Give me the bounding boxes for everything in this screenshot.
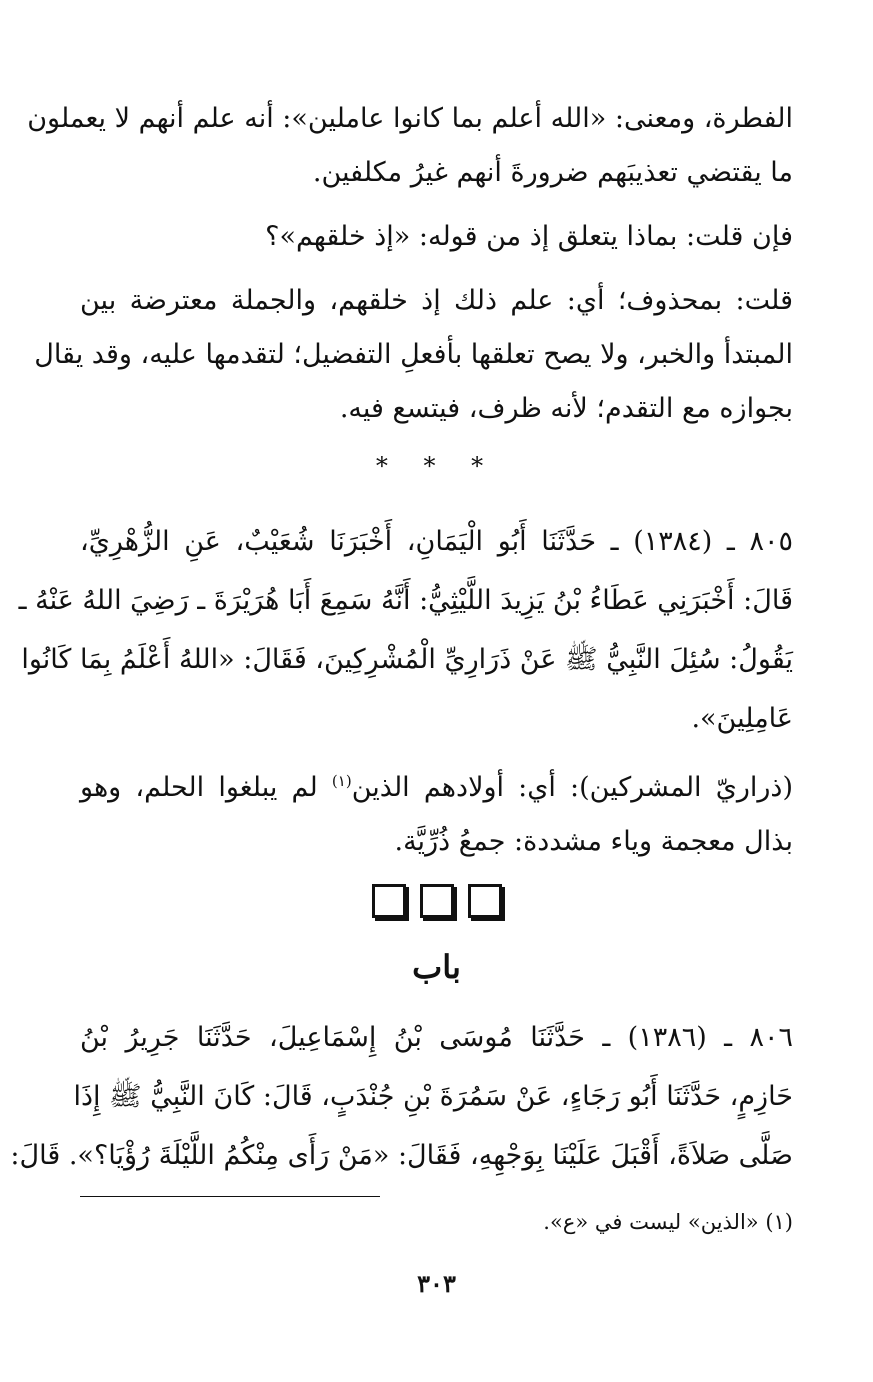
footnote-marker: (١) [331, 772, 352, 790]
hadith-805 [18, 512, 793, 748]
paragraph-question [80, 210, 793, 264]
separator-squares [80, 878, 793, 932]
footnote-divider [80, 1196, 380, 1197]
text-line: عَامِلِينَ». [691, 703, 793, 734]
separator-stars: * * * [375, 452, 498, 480]
paragraph-answer [34, 274, 793, 436]
book-page [10, 92, 793, 1382]
text-segment: لم يبلغوا الحلم، وهو [80, 772, 332, 803]
text-line: ما يقتضي تعذيبَهم ضرورةَ أنهم غيرُ مكلفين. [312, 157, 793, 188]
text-line: يَقُولُ: سُئِلَ النَّبِيُّ ﷺ عَنْ ذَرَارِيِّ الْمُشْرِكِينَ، فَقَالَ: «اللهُ أَعْلَمُ بِمَا كَانُوا [21, 644, 793, 675]
footnote: (١) «الذين» ليست في «ع». [543, 1210, 793, 1234]
text-line: فإن قلت: بماذا يتعلق إذ من قوله: «إذ خلقهم»؟ [265, 221, 793, 252]
text-line [80, 754, 793, 815]
text-line: قلت: بمحذوف؛ أي: علم ذلك إذ خلقهم، والجملة معترضة بين [80, 285, 793, 316]
text-line: حَازِمٍ، حَدَّثَنَا أَبُو رَجَاءٍ، عَنْ سَمُرَةَ بْنِ جُنْدَبٍ، قَالَ: كَانَ النَّبِيُّ ﷺ إِذَا [73, 1081, 793, 1112]
text-line: بجوازه مع التقدم؛ لأنه ظرف، فيتسع فيه. [339, 393, 793, 424]
square-ornament [372, 884, 406, 918]
text-line: بذال معجمة وياء مشددة: جمعُ ذُرِّيَّة. [394, 826, 793, 857]
square-ornament [420, 884, 454, 918]
paragraph-commentary-1 [27, 92, 793, 200]
paragraph-commentary-2 [80, 754, 793, 862]
text-line: ٨٠٦ ـ (١٣٨٦) ـ حَدَّثَنَا مُوسَى بْنُ إِسْمَاعِيلَ، حَدَّثَنَا جَرِيرُ بْنُ [80, 1022, 793, 1053]
page-number: ٣٠٣ [417, 1269, 456, 1298]
text-line: المبتدأ والخبر، ولا يصح تعلقها بأفعلِ التفضيل؛ لتقدمها عليه، وقد يقال [34, 339, 793, 370]
text-line: قَالَ: أَخْبَرَنِي عَطَاءُ بْنُ يَزِيدَ اللَّيْثِيُّ: أَنَّهُ سَمِعَ أَبَا هُرَيْرَةَ ـ رَضِيَ اللهُ عَنْهُ ـ [18, 585, 793, 616]
chapter-title: باب [412, 948, 461, 986]
hadith-806 [10, 1008, 793, 1185]
text-line: ٨٠٥ ـ (١٣٨٤) ـ حَدَّثَنَا أَبُو الْيَمَانِ، أَخْبَرَنَا شُعَيْبٌ، عَنِ الزُّهْرِيِّ، [80, 526, 793, 557]
text-line: الفطرة، ومعنى: «الله أعلم بما كانوا عاملين»: أنه علم أنهم لا يعملون [27, 103, 793, 134]
text-segment: (ذراريّ المشركين): أي: أولادهم الذين [351, 772, 793, 803]
square-ornament [468, 884, 502, 918]
text-line: صَلَّى صَلاَةً، أَقْبَلَ عَلَيْنَا بِوَجْهِهِ، فَقَالَ: «مَنْ رَأَى مِنْكُمُ اللَّيْلَةَ رُؤْيَا؟». قَالَ: [10, 1140, 793, 1171]
